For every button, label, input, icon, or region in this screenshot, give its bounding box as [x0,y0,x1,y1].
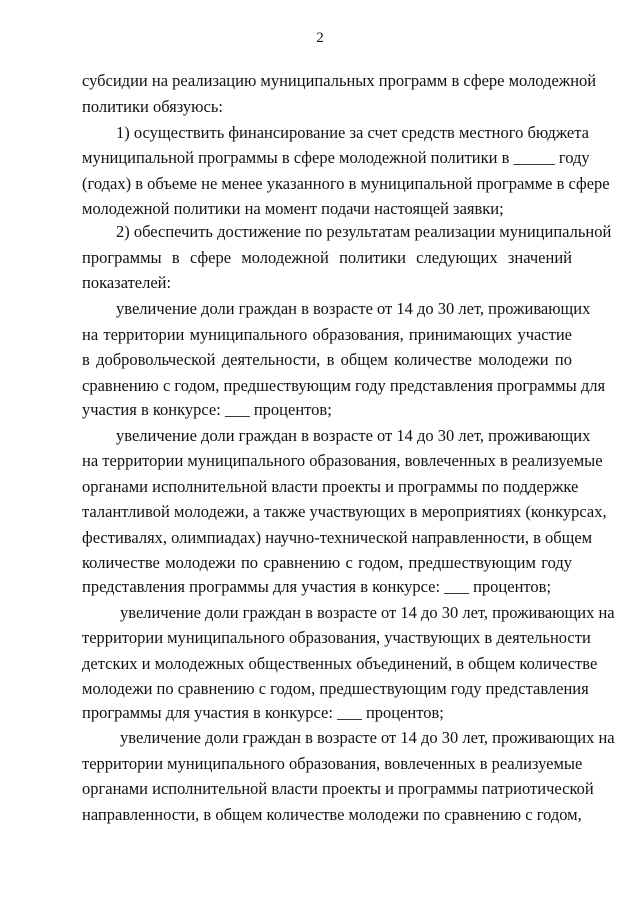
text-line: представления программы для участия в конкурсе: ___ процентов; [82,577,552,596]
text-line: на территории муниципального образования, принимающих участие [82,325,572,344]
text-line: талантливой молодежи, а также участвующих в мероприятиях (конкурсах, [82,502,607,521]
text-line: в добровольческой деятельности, в общем количестве молодежи по [82,350,572,369]
text-line: количестве молодежи по сравнению с годом, предшествующим году [82,553,572,572]
text-line: фестивалях, олимпиадах) научно-технической направленности, в общем [82,528,593,547]
text-line: органами исполнительной власти проекты и программы по поддержке [82,477,579,496]
text-line: увеличение доли граждан в возрасте от 14 до 30 лет, проживающих на [120,728,615,747]
text-line: увеличение доли граждан в возрасте от 14 до 30 лет, проживающих [116,299,591,318]
text-line: увеличение доли граждан в возрасте от 14 до 30 лет, проживающих на [120,603,615,622]
text-line: органами исполнительной власти проекты и программы патриотической [82,779,594,798]
text-line: увеличение доли граждан в возрасте от 14 до 30 лет, проживающих [116,426,591,445]
text-line: политики обязуюсь: [82,97,223,116]
text-line: (годах) в объеме не менее указанного в муниципальной программе в сфере [82,174,610,193]
text-line: молодежной политики на момент подачи настоящей заявки; [82,199,504,218]
text-line: показателей: [82,273,172,292]
text-line: программы для участия в конкурсе: ___ процентов; [82,703,444,722]
text-line: 1) осуществить финансирование за счет средств местного бюджета [116,123,589,142]
text-line: на территории муниципального образования, вовлеченных в реализуемые [82,451,603,470]
text-line: 2) обеспечить достижение по результатам реализации муниципальной [116,222,612,241]
text-line: программы в сфере молодежной политики следующих значений [82,248,572,267]
page-number: 2 [316,30,324,46]
text-line: сравнению с годом, предшествующим году представления программы для [82,376,606,395]
text-line: детских и молодежных общественных объединений, в общем количестве [82,654,598,673]
text-line: территории муниципального образования, вовлеченных в реализуемые [82,754,583,773]
text-line: муниципальной программы в сфере молодежной политики в _____ году [82,148,590,167]
text-line: направленности, в общем количестве молодежи по сравнению с годом, [82,805,582,824]
text-line: участия в конкурсе: ___ процентов; [82,400,332,419]
text-line: субсидии на реализацию муниципальных программ в сфере молодежной [82,71,597,90]
text-line: молодежи по сравнению с годом, предшествующим году представления [82,679,589,698]
text-line: территории муниципального образования, участвующих в деятельности [82,628,591,647]
